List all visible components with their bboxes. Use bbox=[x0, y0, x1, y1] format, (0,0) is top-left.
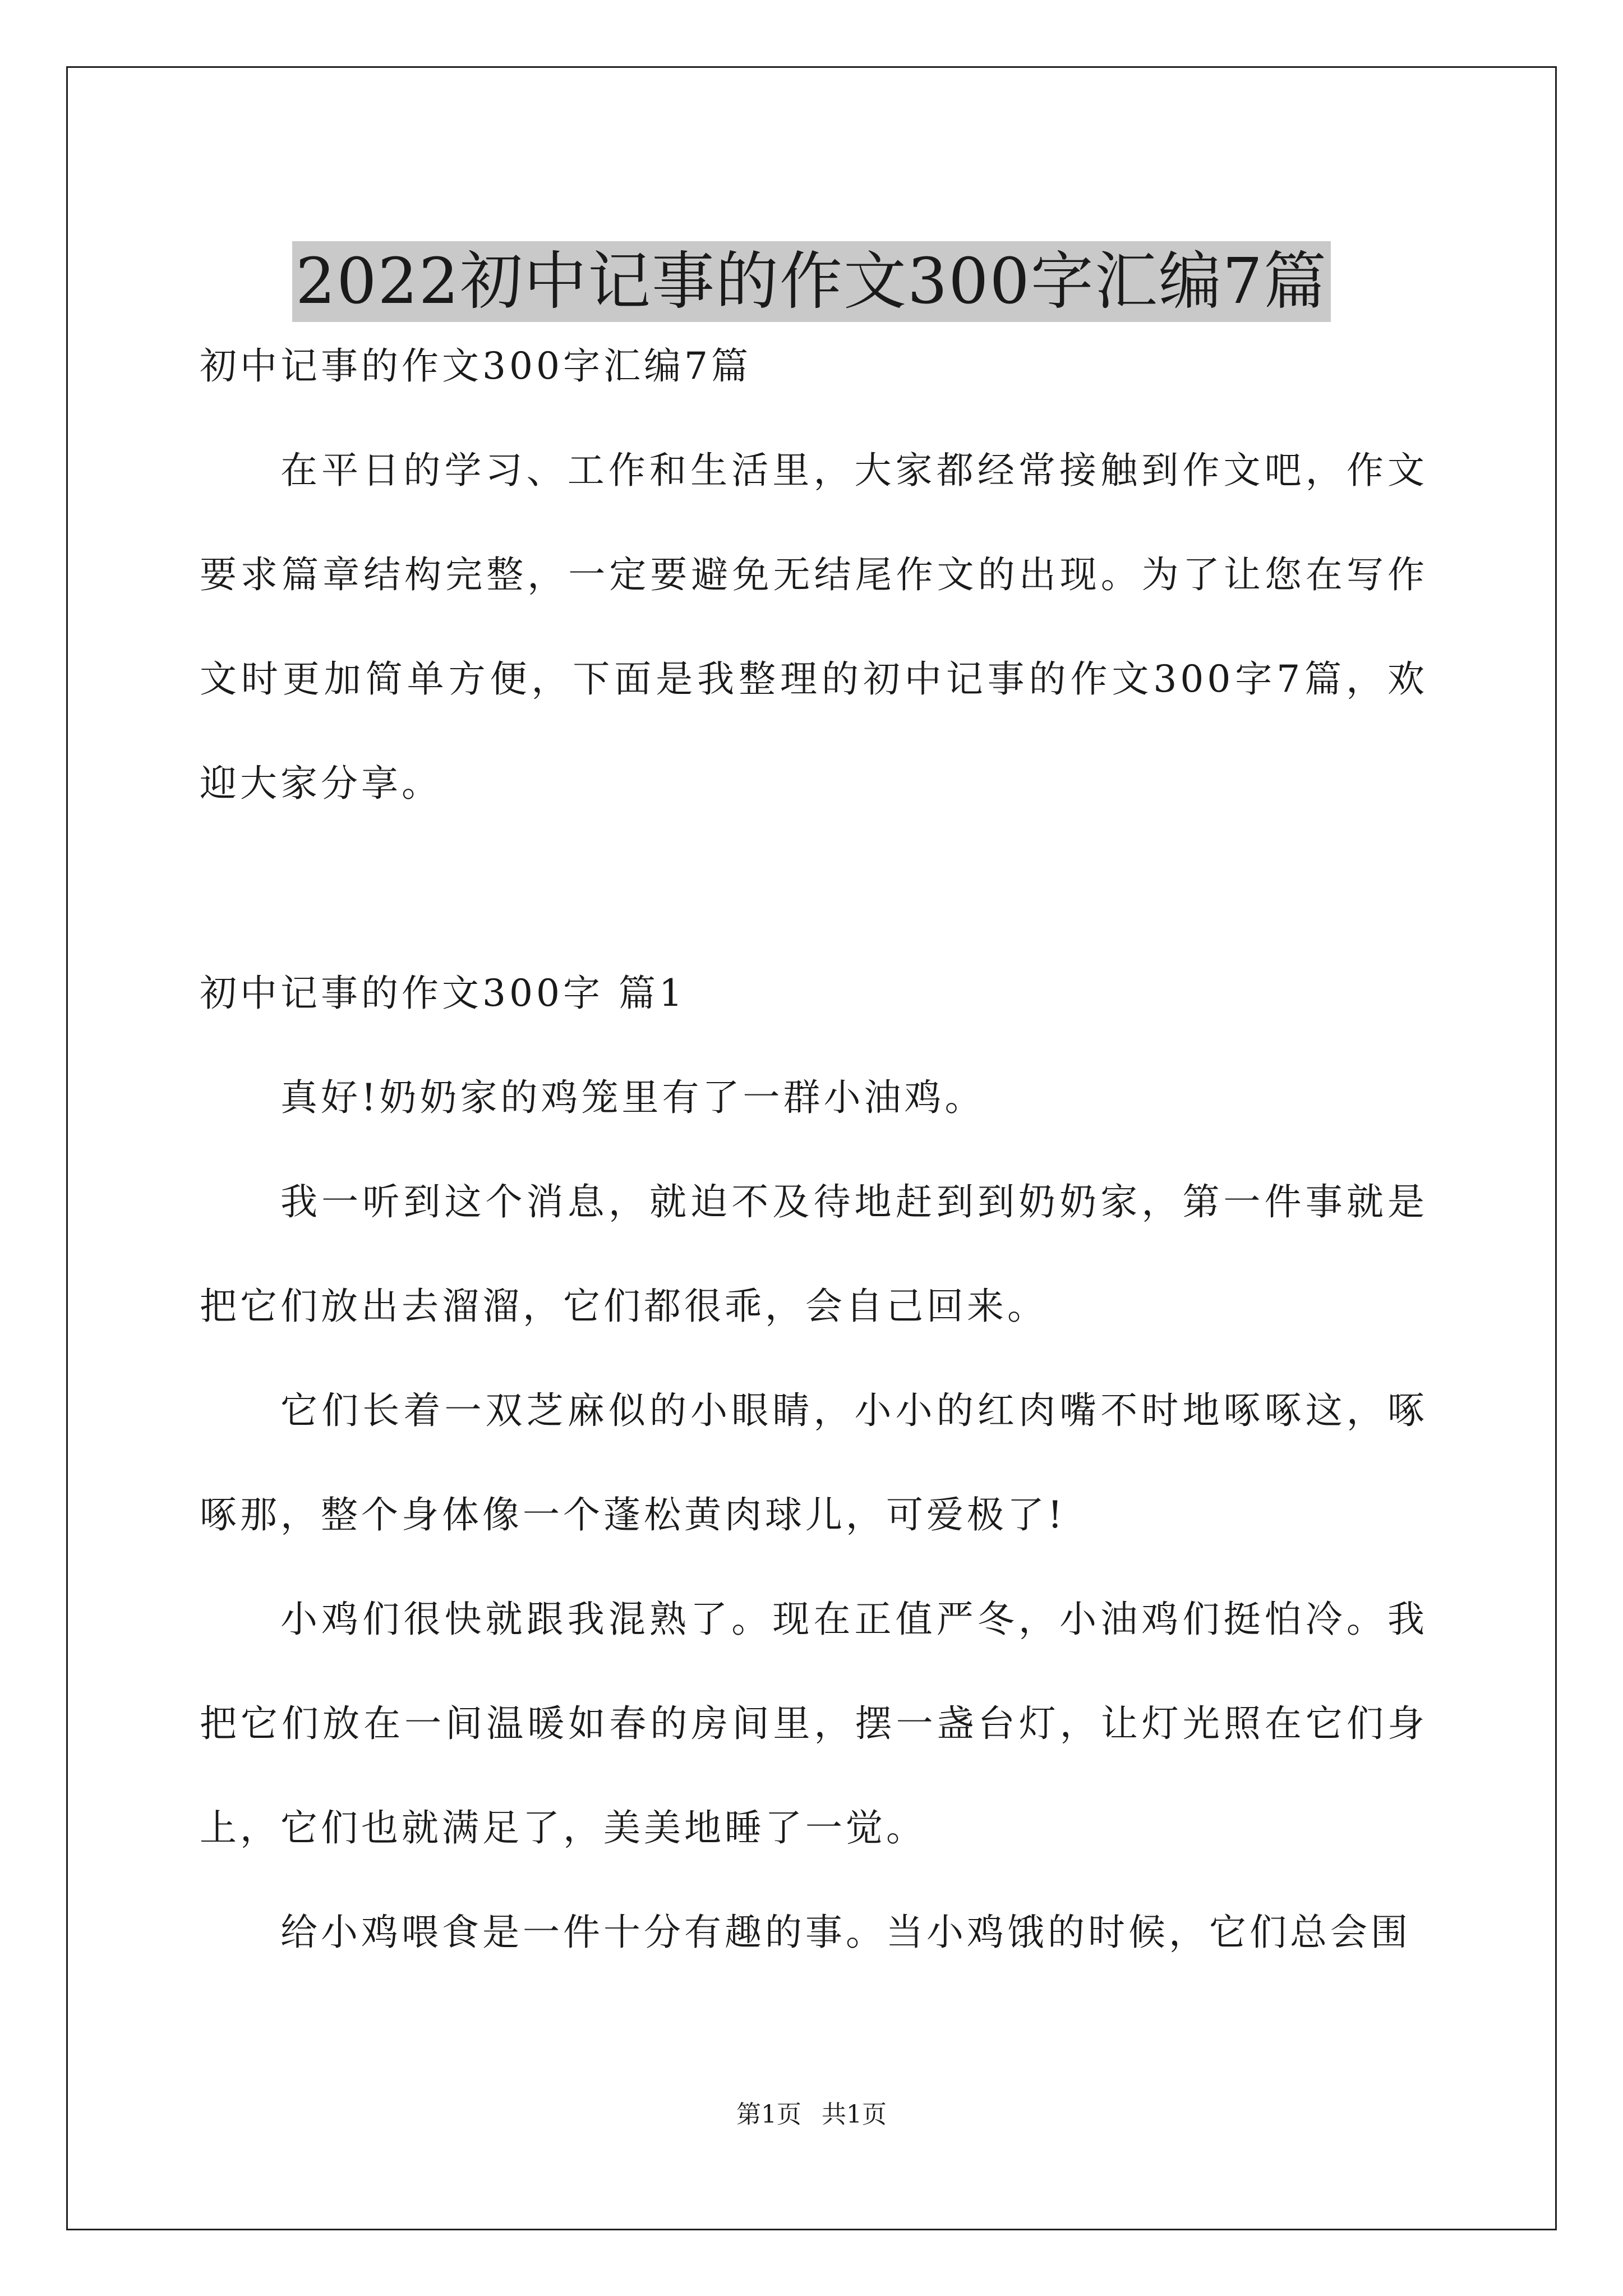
body-paragraph: 我一听到这个消息，就迫不及待地赶到到奶奶家，第一件事就是把它们放出去溜溜，它们都很乖，会自己回来。 bbox=[200, 1180, 1428, 1328]
section-spacer bbox=[200, 836, 1428, 941]
body-paragraph: 小鸡们很快就跟我混熟了。现在正值严冬，小油鸡们挺怕冷。我把它们放在一间温暖如春的房间里，摆一盏台灯，让灯光照在它们身上，它们也就满足了，美美地睡了一觉。 bbox=[200, 1598, 1428, 1849]
page-total: 共1页 bbox=[822, 2100, 887, 2129]
body-paragraph: 给小鸡喂食是一件十分有趣的事。当小鸡饿的时候，它们总会围 bbox=[280, 1911, 1411, 1954]
document-subtitle: 初中记事的作文300字汇编7篇 bbox=[200, 344, 751, 388]
document-body bbox=[200, 314, 1428, 1985]
body-paragraph: 真好!奶奶家的鸡笼里有了一群小油鸡。 bbox=[280, 1076, 985, 1119]
intro-paragraph: 在平日的学习、工作和生活里，大家都经常接触到作文吧，作文要求篇章结构完整，一定要避免无结尾作文的出现。为了让您在写作文时更加简单方便，下面是我整理的初中记事的作文300字7篇，欢迎大家分享。 bbox=[200, 449, 1428, 805]
page-number: 第1页 bbox=[736, 2100, 801, 2129]
section-heading: 初中记事的作文300字 篇1 bbox=[200, 972, 686, 1015]
body-paragraph: 它们长着一双芝麻似的小眼睛，小小的红肉嘴不时地啄啄这，啄啄那，整个身体像一个蓬松黄肉球儿，可爱极了! bbox=[200, 1389, 1428, 1536]
page-footer bbox=[0, 2098, 1623, 2132]
document-title: 2022初中记事的作文300字汇编7篇 bbox=[292, 241, 1331, 322]
